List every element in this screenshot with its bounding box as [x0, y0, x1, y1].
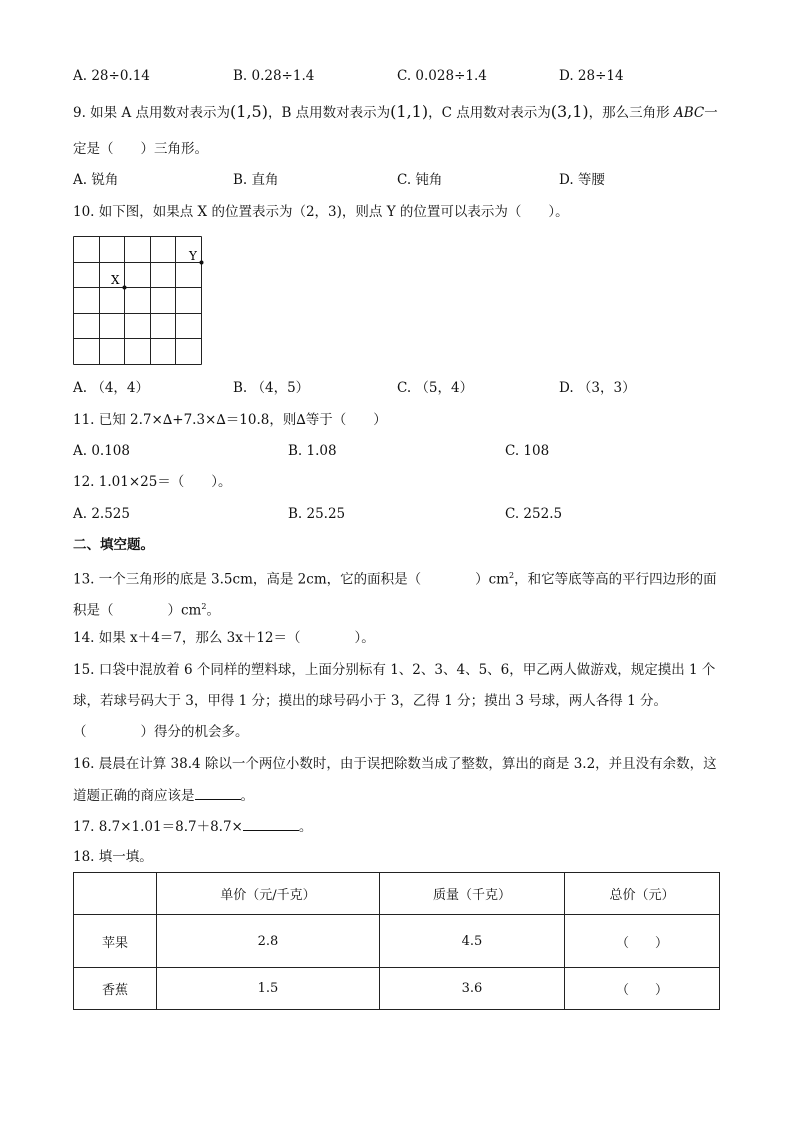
q9-mid1: ，B 点用数对表示为 [267, 105, 391, 121]
q17-question [73, 816, 312, 837]
q9-line2: 定是（ ）三角形。 [73, 141, 208, 157]
q9-mid3: ，那么三角形 [588, 105, 670, 121]
q18-title: 18. 填一填。 [73, 849, 153, 865]
row-total[interactable]: （ ） [565, 915, 720, 968]
q11-option-a: A. 0.108 [73, 443, 130, 459]
q13-line1-b: ，和它等底等高的平行四边形的面 [514, 571, 717, 588]
table-header-cell: 总价（元） [565, 873, 720, 915]
q10-option-d: D. （3，3） [559, 380, 636, 396]
q15-line3: （ ）得分的机会多。 [73, 724, 249, 740]
q9-mid2: ，C 点用数对表示为 [428, 105, 551, 121]
q10-option-a: A. （4，4） [73, 380, 150, 396]
q16-line2-a: 道题正确的商应该是 [73, 788, 195, 804]
q12-option-c: C. 252.5 [505, 506, 563, 522]
table-row [74, 915, 720, 968]
q11-option-c: C. 108 [505, 443, 550, 459]
q9-point-a: (1,5) [230, 102, 268, 121]
table-header-row [74, 873, 720, 915]
q9-triangle-abc: ABC [673, 105, 705, 121]
q9-question [73, 102, 718, 123]
q13-sup-2: 2 [201, 602, 207, 611]
q13-sup-1: 2 [509, 571, 515, 580]
q10-option-b: B. （4，5） [233, 380, 310, 396]
q15-line1: 15. 口袋中混放着 6 个同样的塑料球，上面分别标有 1、2、3、4、5、6，甲乙两人做游戏，规定摸出 1 个 [73, 662, 716, 678]
q9-option-c: C. 钝角 [397, 172, 443, 188]
q16-line2-b: 。 [240, 788, 254, 804]
table-header-cell: 单价（元/千克） [157, 873, 380, 915]
q11-option-b: B. 1.08 [288, 443, 337, 459]
row-weight: 3.6 [380, 968, 565, 1010]
row-total[interactable]: （ ） [565, 968, 720, 1010]
row-weight: 4.5 [380, 915, 565, 968]
point-y [200, 261, 204, 265]
table-header-cell [74, 873, 157, 915]
q14-question: 14. 如果 x＋4＝7，那么 3x＋12＝（ ）。 [73, 630, 375, 646]
table-row [74, 968, 720, 1010]
q9-prefix: 9. 如果 A 点用数对表示为 [73, 105, 231, 121]
q12-option-b: B. 25.25 [288, 506, 346, 522]
row-price: 2.8 [157, 915, 380, 968]
section-title-fill-in: 二、填空题。 [73, 537, 154, 553]
q8-option-d: D. 28÷14 [559, 68, 624, 84]
q9-point-c: (3,1) [550, 102, 589, 121]
q17-text-a: 17. 8.7×1.01＝8.7＋8.7× [73, 819, 243, 835]
price-table [73, 872, 720, 1010]
q8-option-a: A. 28÷0.14 [73, 68, 150, 84]
q17-text-b: 。 [298, 819, 313, 835]
q9-tail: 一 [704, 105, 718, 121]
table-header-cell: 质量（千克） [380, 873, 565, 915]
q16-line1: 16. 晨晨在计算 38.4 除以一个两位小数时，由于误把除数当成了整数，算出的商是 3.2，并且没有余数，这 [73, 756, 717, 772]
q13-line2-a: 积是（ ）cm [73, 602, 202, 619]
q13-line2-b: 。 [206, 602, 220, 619]
q12-option-a: A. 2.525 [73, 506, 130, 522]
q11-question: 11. 已知 2.7×∆+7.3×∆＝10.8，则∆等于（ ） [73, 412, 387, 428]
q9-point-b: (1,1) [390, 102, 429, 121]
q12-question: 12. 1.01×25＝（ ）。 [73, 474, 232, 490]
row-price: 1.5 [157, 968, 380, 1010]
q13-line1-a: 13. 一个三角形的底是 3.5cm，高是 2cm，它的面积是（ ）cm [73, 571, 509, 588]
coordinate-grid [73, 236, 205, 368]
q16-line2 [73, 785, 254, 806]
point-y-label: Y [189, 249, 197, 263]
q13-line2 [73, 597, 220, 621]
row-name: 苹果 [74, 915, 157, 968]
point-x [123, 286, 127, 290]
q16-answer-blank[interactable] [195, 785, 241, 800]
q9-option-a: A. 锐角 [73, 172, 119, 188]
q10-question: 10. 如下图，如果点 X 的位置表示为（2，3)，则点 Y 的位置可以表示为（ ）。 [73, 204, 569, 220]
q17-answer-blank[interactable] [243, 816, 299, 831]
q10-option-c: C. （5，4） [397, 380, 474, 396]
q9-option-d: D. 等腰 [559, 172, 605, 188]
q8-option-b: B. 0.28÷1.4 [233, 68, 315, 84]
q15-line2: 球，若球号码大于 3，甲得 1 分；摸出的球号码小于 3，乙得 1 分；摸出 3 号球，两人各得 1 分。 [73, 693, 667, 709]
q8-option-c: C. 0.028÷1.4 [397, 68, 487, 84]
q13-line1 [73, 566, 717, 590]
point-x-label: X [111, 273, 120, 287]
q9-option-b: B. 直角 [233, 172, 279, 188]
row-name: 香蕉 [74, 968, 157, 1010]
